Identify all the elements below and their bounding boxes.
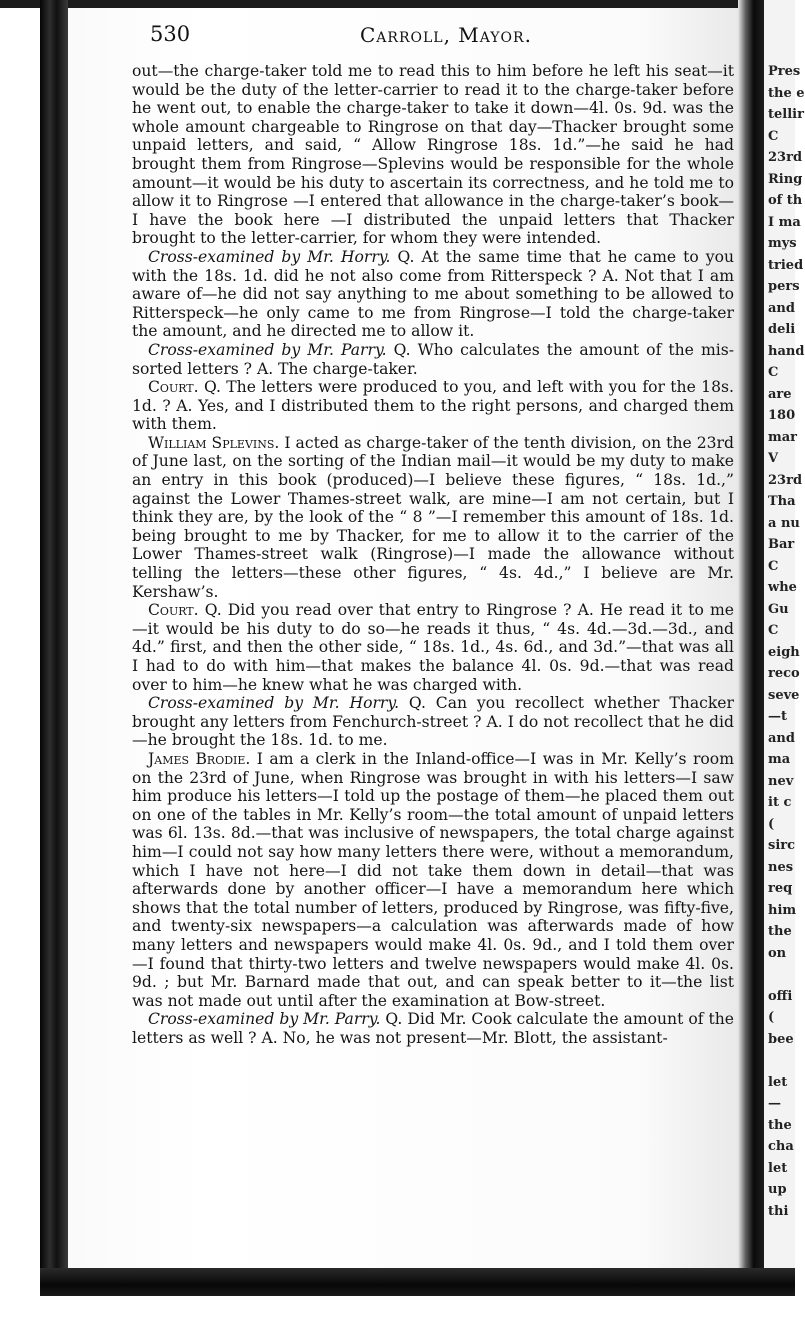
- facing-page-line: of th: [768, 193, 803, 208]
- testimony-paragraph: [132, 694, 734, 750]
- page-number: 530: [150, 22, 191, 46]
- speaker-lead: Cross-examined by Mr. Horry.: [148, 247, 391, 266]
- facing-page-line: 23rd: [768, 472, 803, 488]
- scan-bottom-edge: [40, 1268, 795, 1296]
- paragraph-text: Q. The letters were produced to you, and left with you for the 18s. 1d. ? A. Yes, and I distributed them to the right persons, and charged them with them.: [132, 378, 734, 434]
- facing-page-line: Tha: [768, 494, 796, 509]
- facing-page-line: C: [768, 558, 779, 574]
- facing-page-line: on: [768, 945, 787, 961]
- facing-page-line: Gu: [768, 601, 789, 617]
- facing-page-line: hand: [768, 343, 805, 359]
- testimony-paragraph: [132, 434, 734, 601]
- facing-page-fragment: [764, 0, 805, 1270]
- paragraph-text: Q. At the same time that he came to you with the 18s. 1d. did he not also come from Ritterspeck ? A. Not that I am aware of—he did not say anything to me about something to be allowed to Ritterspeck—he only came to me from Ringrose—I told the charge-taker the amount, and he directed me to allow it.: [132, 247, 735, 341]
- facing-page-line: ma: [768, 752, 791, 767]
- facing-page-line: Bar: [768, 537, 795, 552]
- paragraph-text: I acted as charge-taker of the tenth division, on the 23rd of June last, on the sorting of the Indian mail—it would be my duty to make an entry in this book (produced)—I believe these figures, “ 18s. 1d.,” against the Lower Thames-street walk, are mine—I am not certain, but I think they are, by the look of the “ 8 ”—I remember this amount of 18s. 1d. being brought to me by Thacker, for me to allow it to the carrier of the Lower Thames-street walk (Ringrose)—I made the allowance without telling the letters—these other figures, “ 4s. 4d.,” I believe are Mr. Kershaw’s.: [132, 433, 734, 601]
- running-head: [150, 22, 750, 52]
- book-spine-edge: [40, 0, 68, 1270]
- facing-page-line: req: [768, 881, 793, 896]
- speaker-lead: Court.: [148, 378, 199, 397]
- facing-page-line: deli: [768, 322, 796, 337]
- paragraph-text: Q. Can you recollect whether Thacker brought any letters from Fenchurch-street ? A. I do not recollect that he did —he brought the 18s. 1d. to me.: [132, 694, 734, 750]
- facing-page-line: C: [768, 623, 779, 638]
- facing-page-line: it c: [768, 795, 792, 810]
- testimony-paragraph: [132, 341, 734, 378]
- facing-page-line: a nu: [768, 515, 800, 531]
- scan-bottom-margin: [0, 1296, 795, 1339]
- facing-page-line: thi: [768, 1203, 789, 1219]
- paragraph-text: I am a clerk in the Inland-office—I was in Mr. Kelly’s room on the 23rd of June, when Ringrose was brought in with his letters—I saw him produce his letters—I told up the postage of them—he placed them out on one of the tables in Mr. Kelly’s room—the total amount of unpaid letters was 6l. 13s. 8d.—that was inclusive of newspapers, the total charge against him—I could not say how many letters there were, without a memorandum, which I have not here—I did not take them down in detail—that was afterwards done by another officer—I have a memorandum here which shows that the total number of letters, produced by Ringrose, was fifty-five, and twenty-six newspapers—a calculation was afterwards made of how many letters and newspapers would make 4l. 0s. 9d., and I told them over—I found that thirty-two letters and twelve newspapers would make 4l. 0s. 9d. ; but Mr. Barnard made that out, and can speak better to it—the list was not made out until after the examination at Bow-street.: [132, 749, 734, 1010]
- facing-page-line: 23rd: [768, 150, 803, 165]
- speaker-lead: Cross-examined by Mr. Horry.: [148, 694, 400, 713]
- facing-page-line: mar: [768, 429, 798, 445]
- facing-page-line: Pres: [768, 64, 801, 79]
- paragraph-text: Q. Who calculates the amount of the mis-sorted letters ? A. The charge-taker.: [132, 340, 734, 378]
- facing-page-line: —: [768, 1096, 781, 1111]
- speaker-lead: Cross-examined by Mr. Parry.: [148, 340, 387, 359]
- facing-page-line: whe: [768, 580, 797, 595]
- continuation-paragraph: [132, 62, 734, 248]
- facing-page-line: bee: [768, 1031, 794, 1047]
- facing-page-line: pers: [768, 279, 800, 294]
- facing-page-line: and: [768, 730, 795, 746]
- speaker-lead: William Splevins.: [148, 433, 280, 452]
- facing-page-line: offi: [768, 988, 793, 1004]
- paragraph-text: out—the charge-taker told me to read this to him before he left his seat—it would be the duty of the letter-carrier to read it to the charge-taker before he went out, to enable the charge-taker to take it down—4l. 0s. 9d. was the whole amount chargeable to Ringrose on that day—Thacker brought some unpaid letters, and said, “ Allow Ringrose 18s. 1d.”—he said he had brought them from Ringrose—Splevins would be responsible for the whole amount—it would be his duty to ascertain its correctness, and he told me to allow it to Ringrose —I entered that allowance in the charge-taker’s book—I have the book here —I distributed the unpaid letters that Thacker brought to the letter-carrier, for whom they were intended.: [132, 62, 734, 248]
- speaker-lead: Cross-examined by Mr. Parry.: [148, 1010, 381, 1029]
- facing-page-line: the: [768, 1117, 792, 1133]
- facing-page-line: C: [768, 365, 779, 380]
- facing-page-line: seve: [768, 687, 800, 703]
- facing-page-line: I ma: [768, 214, 801, 230]
- speaker-lead: James Brodie.: [148, 749, 251, 768]
- facing-page-line: sirc: [768, 838, 796, 853]
- facing-page-line: V: [768, 451, 779, 466]
- facing-page-line: (: [768, 816, 775, 832]
- page-body-text: [132, 62, 734, 1047]
- facing-page-line: tellir: [768, 107, 804, 122]
- facing-page-line: nes: [768, 859, 794, 875]
- facing-page-line: nev: [768, 773, 794, 789]
- testimony-paragraph: [132, 1010, 734, 1047]
- facing-page-line: let: [768, 1160, 788, 1176]
- testimony-paragraph: [132, 248, 734, 341]
- facing-page-line: 180: [768, 408, 796, 423]
- facing-page-line: and: [768, 300, 795, 316]
- facing-page-line: the: [768, 924, 792, 939]
- facing-page-line: (: [768, 1010, 775, 1025]
- scan-top-edge: [0, 0, 795, 8]
- facing-page-line: mys: [768, 236, 797, 251]
- book-gutter: [738, 0, 764, 1270]
- testimony-paragraph: [132, 378, 734, 434]
- speaker-lead: Court.: [148, 601, 199, 620]
- paragraph-text: Q. Did you read over that entry to Ringrose ? A. He read it to me —it would be his duty to do so—he reads it thus, “ 4s. 4d.—3d.—3d., and 4d.” first, and then the other side, “ 18s. 1d., 4s. 6d., and 3d.”—that was all I had to do with him—that makes the balance 4l. 0s. 9d.—that was read over to him—he knew what he was charged with.: [132, 601, 734, 694]
- facing-page-line: cha: [768, 1139, 794, 1154]
- facing-page-line: eigh: [768, 644, 800, 660]
- testimony-paragraph: [132, 750, 734, 1010]
- facing-page-line: are: [768, 386, 792, 402]
- facing-page-line: tried: [768, 257, 804, 273]
- facing-page-line: reco: [768, 666, 800, 681]
- facing-page-line: Ring: [768, 171, 803, 187]
- facing-page-line: —t: [768, 709, 788, 724]
- testimony-paragraph: [132, 601, 734, 694]
- facing-page-line: C: [768, 128, 779, 144]
- facing-page-line: let: [768, 1074, 788, 1090]
- paragraph-text: Q. Did Mr. Cook calculate the amount of the letters as well ? A. No, he was not present—Mr. Blott, the assistant-: [132, 1010, 734, 1047]
- facing-page-line: up: [768, 1182, 787, 1197]
- facing-page-line: him: [768, 902, 797, 918]
- facing-page-line: the e: [768, 85, 805, 101]
- scan-left-margin: [0, 0, 40, 1339]
- running-title: Carroll, Mayor.: [360, 23, 532, 47]
